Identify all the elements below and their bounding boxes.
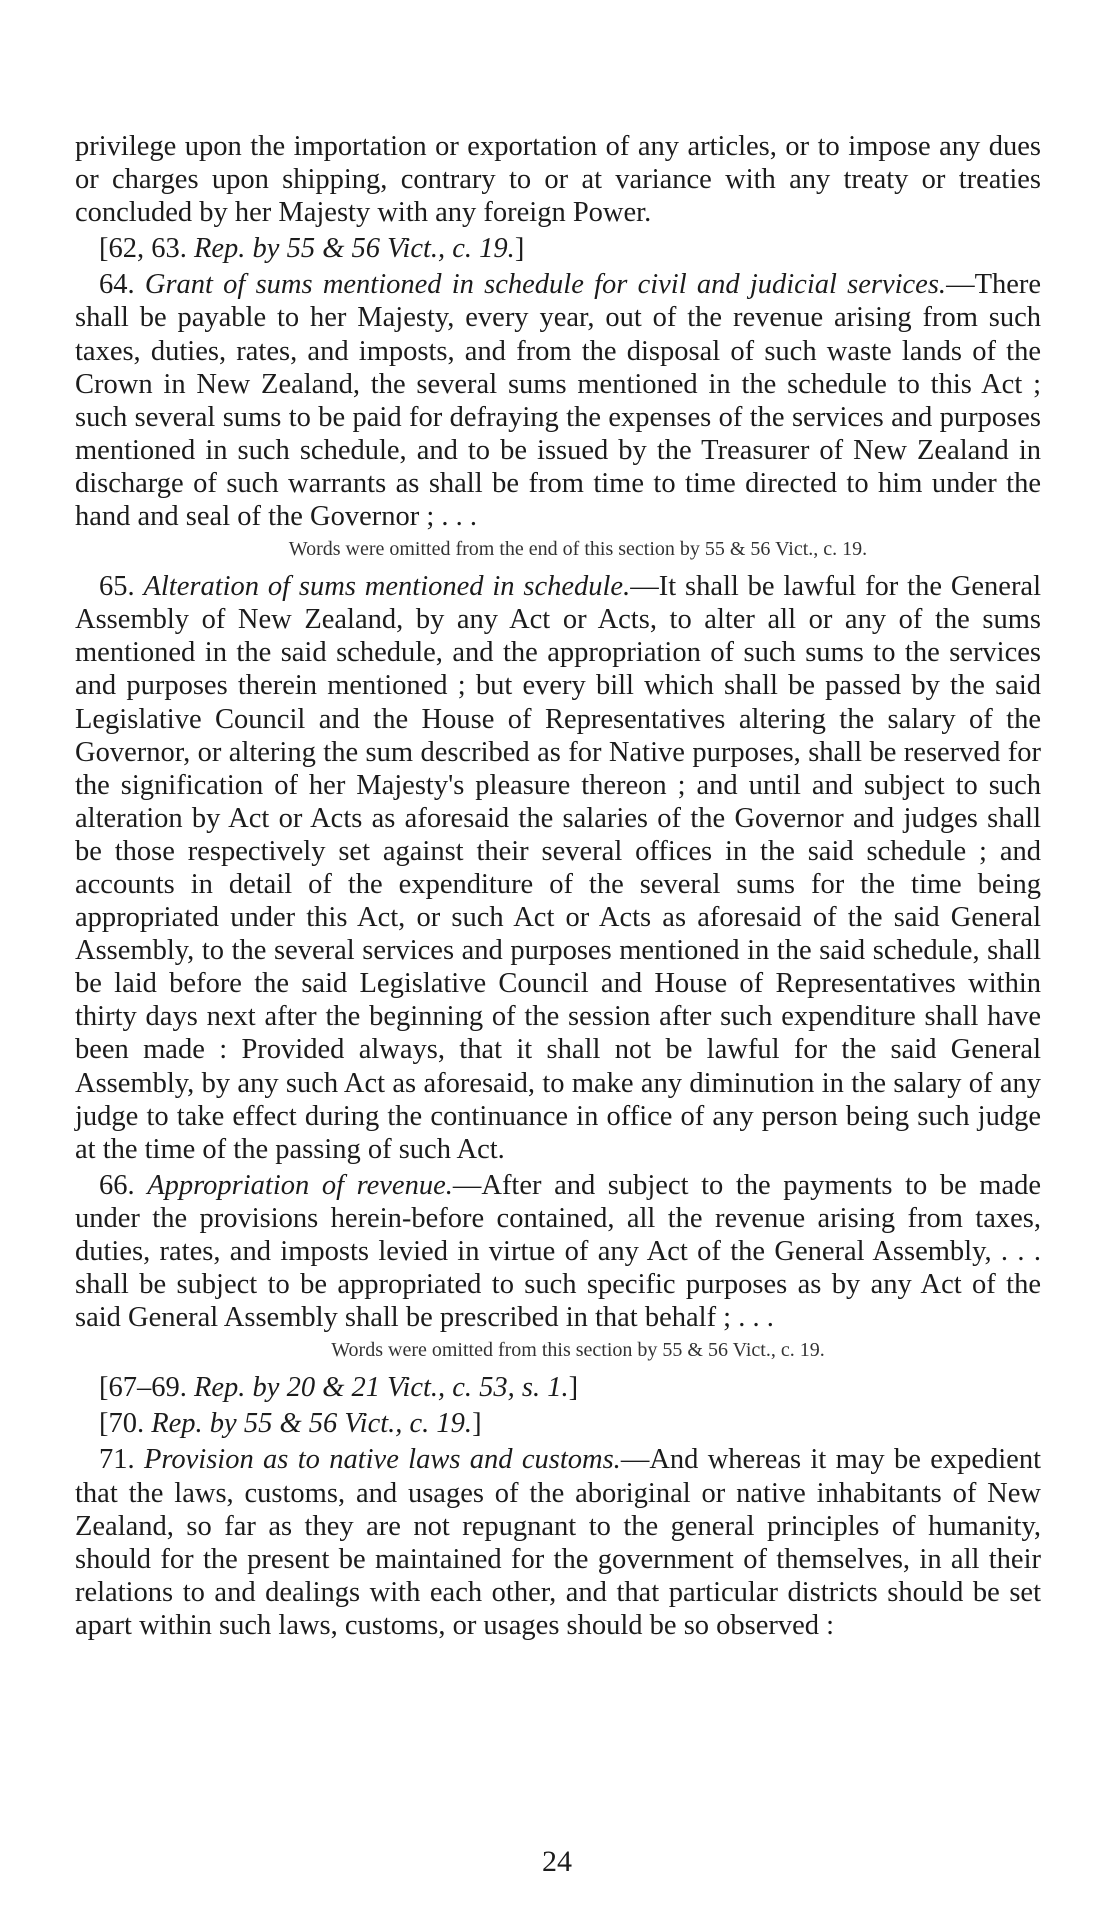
section-number: 66.: [99, 1169, 135, 1201]
section-64: [75, 268, 1041, 533]
repeal-note-70: [70. Rep. by 55 & 56 Vict., c. 19.]: [99, 1408, 482, 1440]
repeal-note-67-69: [67–69. Rep. by 20 & 21 Vict., c. 53, s. 1.]: [99, 1372, 579, 1404]
section-heading: Provision as to native laws and customs.: [143, 1444, 621, 1476]
repeal-note-62-63: [62, 63. Rep. by 55 & 56 Vict., c. 19.]: [99, 233, 525, 265]
section-number: [67–69.: [99, 1372, 187, 1404]
section-number: 64.: [99, 269, 135, 301]
section-66: [75, 1169, 1041, 1334]
document-page: [75, 130, 1041, 1645]
repeal-reference: Rep. by 20 & 21 Vict., c. 53, s. 1.: [194, 1372, 569, 1404]
repeal-reference: Rep. by 55 & 56 Vict., c. 19.: [151, 1408, 473, 1440]
repeal-reference: Rep. by 55 & 56 Vict., c. 19.: [194, 233, 515, 265]
section-body: —It shall be lawful for the General Assembly of New Zealand, by any Act or Acts, to alter all or any of the sums mentioned in the said schedule, and the appropriation of such sums to the services and purposes therein mentioned ; but every bill which shall be passed by the said Legislative Council and the House of Representatives altering the salary of the Governor, or altering the sum described as for Native purposes, shall be reserved for the signification of her Majesty's pleasure thereon ; and until and subject to such alteration by Act or Acts as aforesaid the salaries of the Governor and judges shall be those respectively set against their several offices in the said schedule ; and accounts in detail of the expenditure of the several sums for the time being appropriated under this Act, or such Act or Acts as aforesaid of the said General Assembly, to the several services and purposes mentioned in the said schedule, shall be laid before the said Legislative Council and House of Representatives within thirty days next after the beginning of the session after such expenditure shall have been made : Provided always, that it shall not be lawful for the said General Assembly, by any such Act as aforesaid, to make any diminution in the salary of any judge to take effect during the continuance in office of any person being such judge at the time of the passing of such Act.: [75, 571, 1042, 1165]
editorial-note-64: Words were omitted from the end of this section by 55 & 56 Vict., c. 19.: [288, 538, 868, 561]
section-71: [75, 1443, 1041, 1642]
paragraph-continuation: privilege upon the importation or exportation of any articles, or to impose any dues or charges upon shipping, contrary to or at variance with any treaty or treaties concluded by her Majesty with any foreign Power.: [75, 131, 1041, 229]
section-body: —After and subject to the payments to be made under the provisions herein-before contained, all the revenue arising from taxes, duties, rates, and imposts levied in virtue of any Act of the General Assembly, . . . shall be subject to be appropriated to such specific purposes as by any Act of the said General Assembly shall be prescribed in that behalf ; . . .: [75, 1169, 1042, 1334]
page-number: 24: [542, 1845, 572, 1878]
section-65: [75, 570, 1041, 1166]
section-number: [70.: [99, 1408, 145, 1440]
section-body: —There shall be payable to her Majesty, every year, out of the revenue arising from such taxes, duties, rates, and imposts, and from the disposal of such waste lands of the Crown in New Zealand, the several sums mentioned in the schedule to this Act ; such several sums to be paid for defraying the expenses of the services and purposes mentioned in such schedule, and to be issued by the Treasurer of New Zealand in discharge of such warrants as shall be from time to time directed to him under the hand and seal of the Governor ; . . .: [75, 269, 1042, 533]
section-number: [62, 63.: [99, 233, 187, 265]
section-number: 71.: [99, 1444, 135, 1476]
section-body: —And whereas it may be expedient that the laws, customs, and usages of the aboriginal or native inhabitants of New Zealand, so far as they are not repugnant to the general principles of humanity, should for the present be maintained for the government of themselves, in all their relations to and dealings with each other, and that particular districts should be set apart within such laws, customs, or usages should be so observed :: [75, 1444, 1041, 1641]
editorial-note-66: Words were omitted from this section by 55 & 56 Vict., c. 19.: [331, 1339, 825, 1362]
section-heading: Alteration of sums mentioned in schedule.: [143, 571, 631, 603]
section-heading: Appropriation of revenue.: [147, 1169, 453, 1201]
section-heading: Grant of sums mentioned in schedule for civil and judicial services.: [144, 269, 947, 301]
section-number: 65.: [99, 571, 135, 603]
